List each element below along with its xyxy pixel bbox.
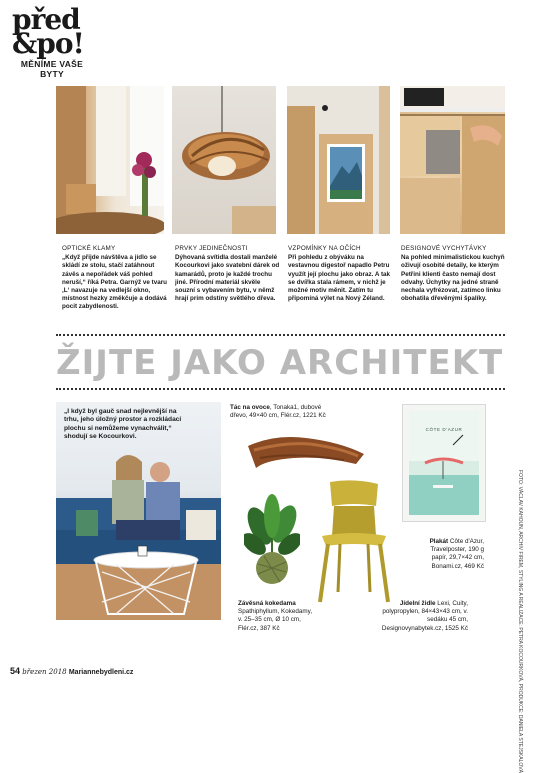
caption-uniqueness xyxy=(175,245,281,303)
poster-illustration xyxy=(403,405,485,521)
website: Mariannebydleni.cz xyxy=(68,669,134,676)
product-tray-caption xyxy=(230,404,336,420)
photo-kitchen-hood-picture xyxy=(287,86,390,234)
product-details: Spathiphyllum, Kokedamy, v. 25–35 cm, Ø 10 cm, Flér.cz, 387 Kč xyxy=(238,608,313,632)
caption-body: Při pohledu z obýváku na vestavnou digestoř napadlo Petru využít její plochu jako obraz. A tak se dvířka stala rámem, v nichž je možné motiv měnit. Zatím tu připomíná výlet na Nový Zéland. xyxy=(288,254,391,303)
photo-credits xyxy=(513,470,523,773)
hood-illustration xyxy=(287,86,390,234)
caption-title: OPTICKÉ KLAMY xyxy=(62,245,116,252)
caption-title: PRVKY JEDINEČNOSTI xyxy=(175,245,248,252)
caption-title: DESIGNOVÉ VYCHYTÁVKY xyxy=(401,245,487,252)
divider-top xyxy=(56,334,505,336)
product-details: Lexi, Cuity, polypropylen, 84×43×43 cm, v. sedáku 45 cm, Designovynabytek.cz, 1525 Kč xyxy=(381,600,468,632)
photo-kitchen-handles xyxy=(400,86,505,234)
tray-illustration xyxy=(244,430,368,480)
caption-body: Dýhovaná svítidla dostali manželé Kocourkovi jako svatební dárek od kamarádů, proto je každé trochu jiné. Přírodní materiál skvěle souzní s vybavením bytu, v němž hrají prim odstíny světlého dřeva. xyxy=(175,254,280,303)
section-headline: ŽIJTE JAKO ARCHITEKT xyxy=(56,343,504,383)
caption-body: Na pohled minimalistickou kuchyň oživují osobité detaily, ke kterým Petřini klienti často nemají dost odvahy. Úchytky na jedné straně nechala vyfrézovat, zatímco linku obohatila dřevěnými špalíky. xyxy=(401,254,505,303)
caption-body: „Když přijde návštěva a jídlo se skládí ze stolu, stačí zatáhnout závěs a nepořádek váš pohled neruší,“ říká Petra. Garnýž ve tvaru ‚L‘ navazuje na vedlejší okno, místnost hezky změkčuje a dodává pocit zabydlenosti. xyxy=(62,254,167,311)
product-details: , Tonaka1, dubové dřevo, 49×40 cm, Flér.cz, 1221 Kč xyxy=(230,404,326,420)
page-number: 54 xyxy=(10,666,21,676)
divider-bottom xyxy=(56,388,505,390)
magazine-logo xyxy=(12,3,92,79)
kokedama-illustration xyxy=(244,494,300,586)
sofa-quote: „I když byl gauč snad nejlevnější na trhu, jeho úložný prostor a rozkládací plochu si nemůžeme vynachválit,“ shodují se Kocourkovi. xyxy=(64,408,182,441)
product-chair-caption xyxy=(372,600,468,633)
photo-dining-illustration xyxy=(56,86,164,234)
caption-title: VZPOMÍNKY NA OČÍCH xyxy=(288,245,361,252)
product-name: Závěsná kokedama xyxy=(238,600,296,607)
logo-subtitle: MĚNÍME VAŠE BYTY xyxy=(20,59,84,79)
caption-optical-illusions xyxy=(62,245,168,312)
issue-date: březen 2018 xyxy=(22,668,67,676)
kitchen-illustration xyxy=(400,86,505,234)
product-poster-caption xyxy=(420,538,484,571)
product-chair-image xyxy=(316,478,392,604)
poster-art-title: CÔTE D'AZUR xyxy=(425,427,463,432)
photo-veneer-lamp xyxy=(172,86,276,234)
page-footer xyxy=(10,666,133,676)
logo-line-1: před xyxy=(12,3,80,36)
lamp-illustration xyxy=(172,86,276,234)
product-kokedama-caption xyxy=(238,600,314,633)
product-name: Plakát xyxy=(429,538,449,545)
caption-design-gadgets xyxy=(401,245,507,303)
product-name: Tác na ovoce xyxy=(230,404,270,411)
product-tray-image xyxy=(244,430,368,480)
product-kokedama-image xyxy=(244,494,300,586)
chair-illustration xyxy=(316,478,392,604)
photo-dining-curtain xyxy=(56,86,164,234)
caption-memories xyxy=(288,245,394,303)
logo-line-2: &po! xyxy=(12,27,84,60)
product-poster-image xyxy=(402,404,486,522)
logo-wordmark xyxy=(12,3,92,60)
product-details: Côte d'Azur, Travelposter, 190 g papír, 29,7×42 cm, Bonami.cz, 469 Kč xyxy=(430,538,484,570)
product-name: Jídelní židle xyxy=(399,600,436,607)
photo-credits-text: FOTO: VÁCLAV KAHOUN, ARCHIV FIREM, STYLING A REALIZACE: PETRA KOCOURKOVÁ, PRODUKCE: DANIELA STEJSKALOVÁ xyxy=(517,470,523,773)
